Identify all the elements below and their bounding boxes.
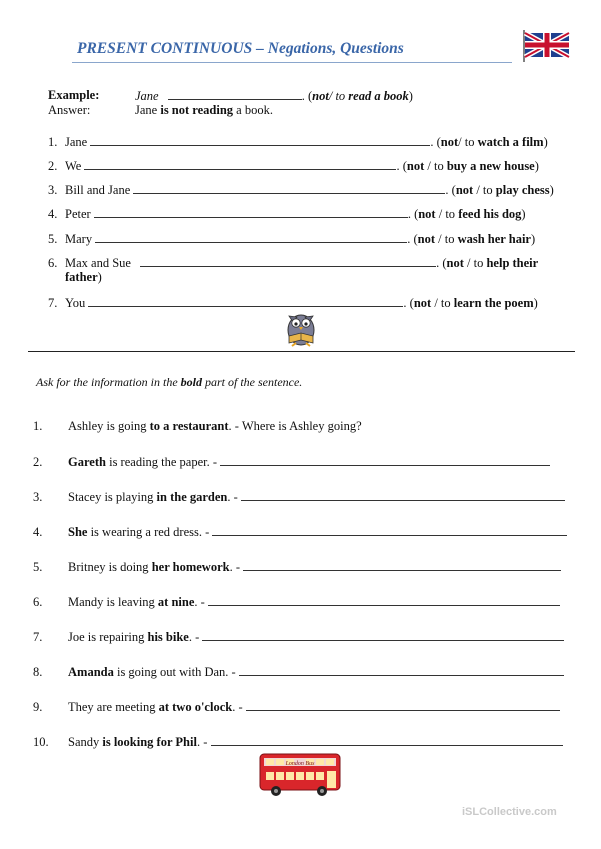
answer-bold: is not reading bbox=[160, 103, 234, 117]
hint-sep: / to bbox=[424, 159, 447, 173]
title-underline bbox=[72, 62, 512, 63]
item-number: 6. bbox=[33, 595, 43, 609]
question-blank[interactable] bbox=[202, 629, 564, 641]
sentence-bold: Gareth bbox=[68, 455, 106, 469]
london-bus-icon bbox=[258, 752, 342, 798]
answer-blank[interactable] bbox=[140, 255, 436, 267]
answer-label: Answer: bbox=[48, 103, 91, 117]
hint-sep: / to bbox=[473, 183, 496, 197]
question-blank[interactable] bbox=[246, 699, 560, 711]
hint-verb: wash her hair bbox=[457, 232, 531, 246]
sentence-post: . - bbox=[229, 560, 244, 574]
example-hint-mid: / to bbox=[328, 89, 349, 103]
exercise2-item-1 bbox=[33, 419, 362, 434]
sentence-bold: Amanda bbox=[68, 665, 114, 679]
question-blank[interactable] bbox=[220, 454, 550, 466]
question-blank[interactable] bbox=[241, 489, 565, 501]
hint-verb: feed his dog bbox=[458, 207, 522, 221]
item-subject: Max and Sue bbox=[65, 256, 131, 270]
example-sentence bbox=[135, 88, 413, 104]
sentence-post: is going out with Dan. - bbox=[113, 665, 239, 679]
sentence-post: . - bbox=[188, 630, 203, 644]
answer-blank[interactable] bbox=[84, 158, 396, 170]
item-number: 1. bbox=[48, 135, 58, 149]
item-number: 3. bbox=[33, 490, 43, 504]
example-hint-close: ) bbox=[408, 89, 413, 103]
exercise1-item-1: 1. Jane . (not/ to watch a film) bbox=[48, 135, 548, 149]
example-subject: Jane bbox=[135, 89, 159, 103]
hint-sep: / to bbox=[431, 296, 454, 310]
exercise2-item-10 bbox=[33, 734, 563, 750]
sentence-post: . - bbox=[227, 490, 241, 504]
exercise1-item-3: 3. Bill and Jane . (not / to play chess) bbox=[48, 183, 554, 197]
hint-sep: / to bbox=[458, 135, 478, 149]
answer-blank[interactable] bbox=[133, 182, 445, 194]
sentence-bold: at two o'clock bbox=[158, 700, 233, 714]
item-subject: Jane bbox=[65, 135, 88, 149]
exercise1-item-6: 6. Max and Sue . (not / to help their bbox=[48, 256, 539, 270]
example-hint-open: . ( bbox=[301, 89, 313, 103]
instruction bbox=[36, 375, 302, 390]
sentence-bold: to a restaurant bbox=[149, 419, 229, 433]
instruction-pre: Ask for the information in the bbox=[36, 375, 181, 389]
answer-blank[interactable] bbox=[94, 206, 408, 218]
item-number: 3. bbox=[48, 183, 58, 197]
item-number: 7. bbox=[48, 296, 58, 310]
item-number: 8. bbox=[33, 665, 43, 679]
sentence-pre: Joe is repairing bbox=[68, 630, 148, 644]
hint-verb: watch a film bbox=[477, 135, 544, 149]
item-number: 4. bbox=[48, 207, 58, 221]
exercise2-item-9 bbox=[33, 699, 560, 715]
example-label: Example: bbox=[48, 88, 100, 102]
item-number: 10. bbox=[33, 735, 49, 749]
sentence-pre: Britney is doing bbox=[68, 560, 152, 574]
hint-sep: / to bbox=[463, 256, 487, 270]
hint-not: not bbox=[446, 256, 464, 270]
item-subject: Peter bbox=[65, 207, 91, 221]
question-blank[interactable] bbox=[212, 524, 567, 536]
sentence-post: . - bbox=[232, 700, 246, 714]
sentence-pre: Mandy is leaving bbox=[68, 595, 158, 609]
item-number: 5. bbox=[48, 232, 58, 246]
item-number: 9. bbox=[33, 700, 43, 714]
item-number: 7. bbox=[33, 630, 43, 644]
exercise2-item-6 bbox=[33, 594, 560, 610]
example-blank bbox=[168, 88, 302, 100]
page-title: PRESENT CONTINUOUS – Negations, Questions bbox=[77, 40, 404, 57]
item-subject: We bbox=[65, 159, 82, 173]
item-subject: Bill and Jane bbox=[65, 183, 131, 197]
exercise1-item-6-continued: father) bbox=[65, 270, 102, 284]
hint-not: not bbox=[418, 207, 436, 221]
site-watermark: iSLCollective.com bbox=[462, 806, 557, 818]
item-number: 6. bbox=[48, 256, 58, 270]
item-subject: Mary bbox=[65, 232, 93, 246]
exercise1-item-7: 7. You . (not / to learn the poem) bbox=[48, 296, 538, 310]
sentence-bold: her homework bbox=[151, 560, 230, 574]
sentence-post: . - bbox=[194, 595, 208, 609]
item-number: 4. bbox=[33, 525, 43, 539]
hint-verb: buy a new house bbox=[446, 159, 535, 173]
item-number: 5. bbox=[33, 560, 43, 574]
instruction-post: part of the sentence. bbox=[202, 375, 303, 389]
example-answer bbox=[135, 103, 273, 118]
exercise2-item-7 bbox=[33, 629, 564, 645]
sentence-bold: She bbox=[68, 525, 88, 539]
sentence-post: is wearing a red dress. - bbox=[87, 525, 213, 539]
exercise1-item-5: 5. Mary . (not / to wash her hair) bbox=[48, 232, 536, 246]
exercise1-item-2: 2. We . (not / to buy a new house) bbox=[48, 159, 539, 173]
section-divider bbox=[28, 351, 575, 352]
hint-not: not bbox=[413, 296, 432, 310]
sentence-bold: in the garden bbox=[156, 490, 228, 504]
exercise1-item-4: 4. Peter . (not / to feed his dog) bbox=[48, 207, 526, 221]
answer-blank[interactable] bbox=[90, 134, 430, 146]
answer-blank[interactable] bbox=[88, 295, 403, 307]
sentence-post: . - bbox=[196, 735, 211, 749]
sentence-pre: Ashley is going bbox=[68, 419, 150, 433]
sentence-bold: his bike bbox=[147, 630, 189, 644]
sentence-pre: Sandy bbox=[68, 735, 103, 749]
exercise2-item-8 bbox=[33, 664, 564, 680]
item-subject: You bbox=[65, 296, 86, 310]
exercise2-item-3 bbox=[33, 489, 565, 505]
uk-flag-icon bbox=[522, 30, 570, 62]
instruction-bold: bold bbox=[180, 375, 202, 389]
hint-not: not bbox=[406, 159, 425, 173]
hint-sep: / to bbox=[435, 232, 458, 246]
exercise2-item-4 bbox=[33, 524, 567, 540]
sentence-bold: at nine bbox=[157, 595, 195, 609]
answer-blank[interactable] bbox=[95, 231, 407, 243]
question-blank[interactable] bbox=[211, 734, 563, 746]
sentence-pre: They are meeting bbox=[68, 700, 159, 714]
question-blank[interactable] bbox=[243, 559, 561, 571]
sentence-bold: is looking for Phil bbox=[102, 735, 197, 749]
sentence-post: . - Where is Ashley going? bbox=[228, 419, 362, 433]
question-blank[interactable] bbox=[208, 594, 560, 606]
hint-sep: / to bbox=[435, 207, 459, 221]
hint-verb-continued: father bbox=[65, 270, 98, 284]
sentence-pre: Stacey is playing bbox=[68, 490, 157, 504]
hint-verb: play chess bbox=[495, 183, 550, 197]
answer-pre: Jane bbox=[135, 103, 161, 117]
hint-verb: learn the poem bbox=[453, 296, 534, 310]
sentence-post: is reading the paper. - bbox=[105, 455, 221, 469]
reading-owl-icon bbox=[280, 306, 322, 350]
item-number: 1. bbox=[33, 419, 43, 433]
question-blank[interactable] bbox=[239, 664, 564, 676]
example-hint-not: not bbox=[312, 89, 329, 103]
exercise2-item-2 bbox=[33, 454, 550, 470]
answer-post: a book. bbox=[233, 103, 273, 117]
example-hint-verb: read a book bbox=[348, 89, 409, 103]
hint-not: not bbox=[417, 232, 435, 246]
hint-not: not bbox=[455, 183, 474, 197]
hint-not: not bbox=[440, 135, 459, 149]
item-number: 2. bbox=[48, 159, 58, 173]
exercise2-item-5 bbox=[33, 559, 561, 575]
bus-sign: London Bus bbox=[285, 761, 315, 767]
hint-verb: help their bbox=[486, 256, 539, 270]
item-number: 2. bbox=[33, 455, 43, 469]
